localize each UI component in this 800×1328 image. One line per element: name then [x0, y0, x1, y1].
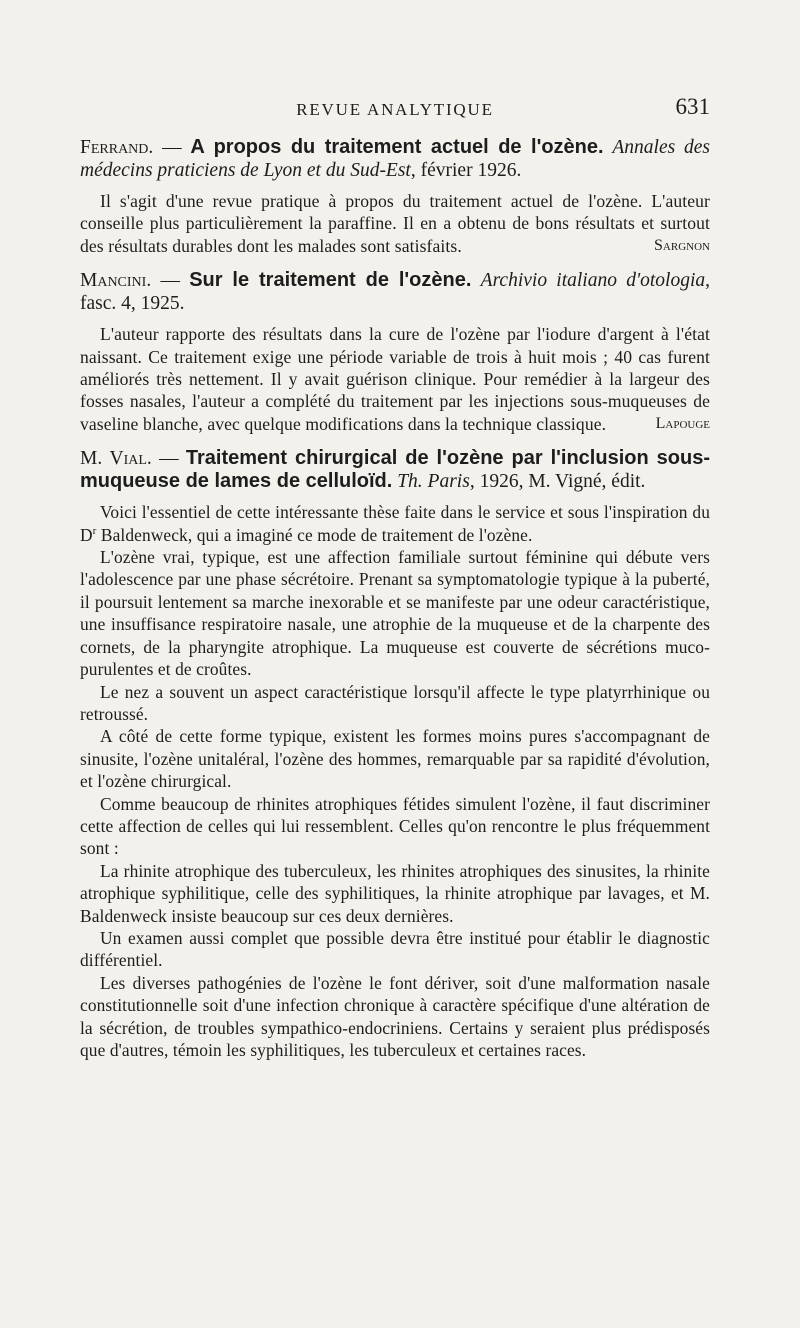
citation — [80, 269, 710, 315]
abstract-paragraph: A côté de cette forme typique, existent les formes moins pures s'accompagnant de sinusite, l'ozène unitaléral, l'ozène des hommes, remarquable par sa rapidité d'évolution, et l'ozène chirurgical. — [80, 726, 710, 792]
source-details: , fasc. 4, 1925. — [80, 270, 711, 315]
article-title: A propos du traitement actuel de l'ozène. — [190, 136, 604, 158]
reviewer-signature: Lapouge — [655, 415, 710, 433]
reviewer-signature: Sargnon — [654, 237, 710, 255]
abstract-paragraph: Comme beaucoup de rhinites atrophiques fétides simulent l'ozène, il faut discriminer cette affection de celles qui lui ressemblent. Celles qu'on rencontre le plus fréquemment sont : — [80, 793, 710, 859]
separator: — — [151, 270, 190, 292]
author-name: Vial. — [109, 448, 152, 470]
abstract-paragraph: L'auteur rapporte des résultats dans la cure de l'ozène par l'iodure d'argent à l'état naissant. Ce traitement exige une période variable de trois à huit mois ; 40 cas furent améliorés très nettement. Il y avait guérison clinique. Pour remédier à la largeur des fosses nasales, l'auteur a complété du traitement par les injections sous-muqueuses de vaseline blanche, avec quelque modifications dans la technique classique. — [80, 324, 710, 434]
separator: — — [151, 448, 186, 470]
article-title: Traitement chirurgical de l'ozène par l'inclusion sous-muqueuse de lames de celluloïd. — [80, 447, 710, 493]
source-details: , février 1926. — [410, 160, 522, 181]
abstract-paragraph: Les diverses pathogénies de l'ozène le font dériver, soit d'une malformation nasale constitutionnelle soit d'une infection chronique à caractère spécifique d'une altération de la sécrétion, de troubles sympathico-endocriniens. Certains y seraient plus prédisposés que d'autres, témoin les syphilitiques, les tuberculeux et certaines races. — [80, 972, 710, 1060]
author-prefix: M. — [80, 448, 110, 470]
source-details: , 1926, M. Vigné, édit. — [469, 471, 646, 493]
article-title: Sur le traitement de l'ozène. — [189, 269, 472, 292]
journal-source: Archivio italiano d'otologia — [480, 270, 706, 292]
review-entry-vial — [80, 447, 710, 1061]
abstract-paragraph: Le nez a souvent un aspect caractéristique lorsqu'il affecte le type platyrrhinique ou retroussé. — [80, 681, 710, 724]
citation — [80, 136, 710, 182]
journal-source: Th. Paris — [397, 471, 470, 493]
review-entry-ferrand — [80, 136, 710, 257]
superscript: r — [92, 524, 97, 537]
abstract-paragraph: L'ozène vrai, typique, est une affection familiale surtout féminine qui débute vers l'adolescence par une phase sécrétoire. Prenant sa symptomatologie typique à la puberté, il poursuit lentement sa marche inexorable et se manifeste par une odeur caractéristique, une insuffisance respiratoire nasale, une atrophie de la muqueuse et de la charpente des cornets, de la pharyngite atrophique. La muqueuse est couverte de sécrétions muco-purulentes et de croûtes. — [80, 547, 710, 680]
abstract-paragraph: Un examen aussi complet que possible devra être institué pour établir le diagnostic différentiel. — [80, 927, 710, 971]
review-entry-mancini — [80, 269, 710, 435]
journal-source: Annales des médecins praticiens de Lyon et du Sud-Est — [80, 137, 711, 181]
author-name: Ferrand. — [80, 137, 154, 158]
paragraph-text: Baldenweck, qui a imaginé ce mode de traitement de l'ozène. — [96, 524, 533, 545]
page-content — [80, 136, 710, 1073]
separator: — — [153, 137, 191, 158]
page-number: 631 — [675, 94, 710, 119]
abstract-paragraph: Il s'agit d'une revue pratique à propos du traitement actuel de l'ozène. L'auteur conseille plus particulièrement la paraffine. Il en a obtenu de bons résultats et surtout des résultats durables dont les malades sont satisfaits. — [80, 191, 710, 256]
paragraph-text: Voici l'essentiel de cette intéressante thèse faite dans le service et sous l'inspiration du D — [80, 502, 710, 545]
citation — [80, 447, 710, 493]
page-header — [80, 94, 710, 124]
running-title: REVUE ANALYTIQUE — [296, 100, 494, 119]
author-name: Mancini. — [80, 270, 152, 292]
abstract-paragraph: La rhinite atrophique des tuberculeux, les rhinites atrophiques des sinusites, la rhinite atrophique syphilitique, celle des syphilitiques, la rhinite atrophique par lavages, et M. Baldenweck insiste beaucoup sur ces deux dernières. — [80, 860, 710, 926]
abstract-paragraph — [80, 501, 710, 546]
